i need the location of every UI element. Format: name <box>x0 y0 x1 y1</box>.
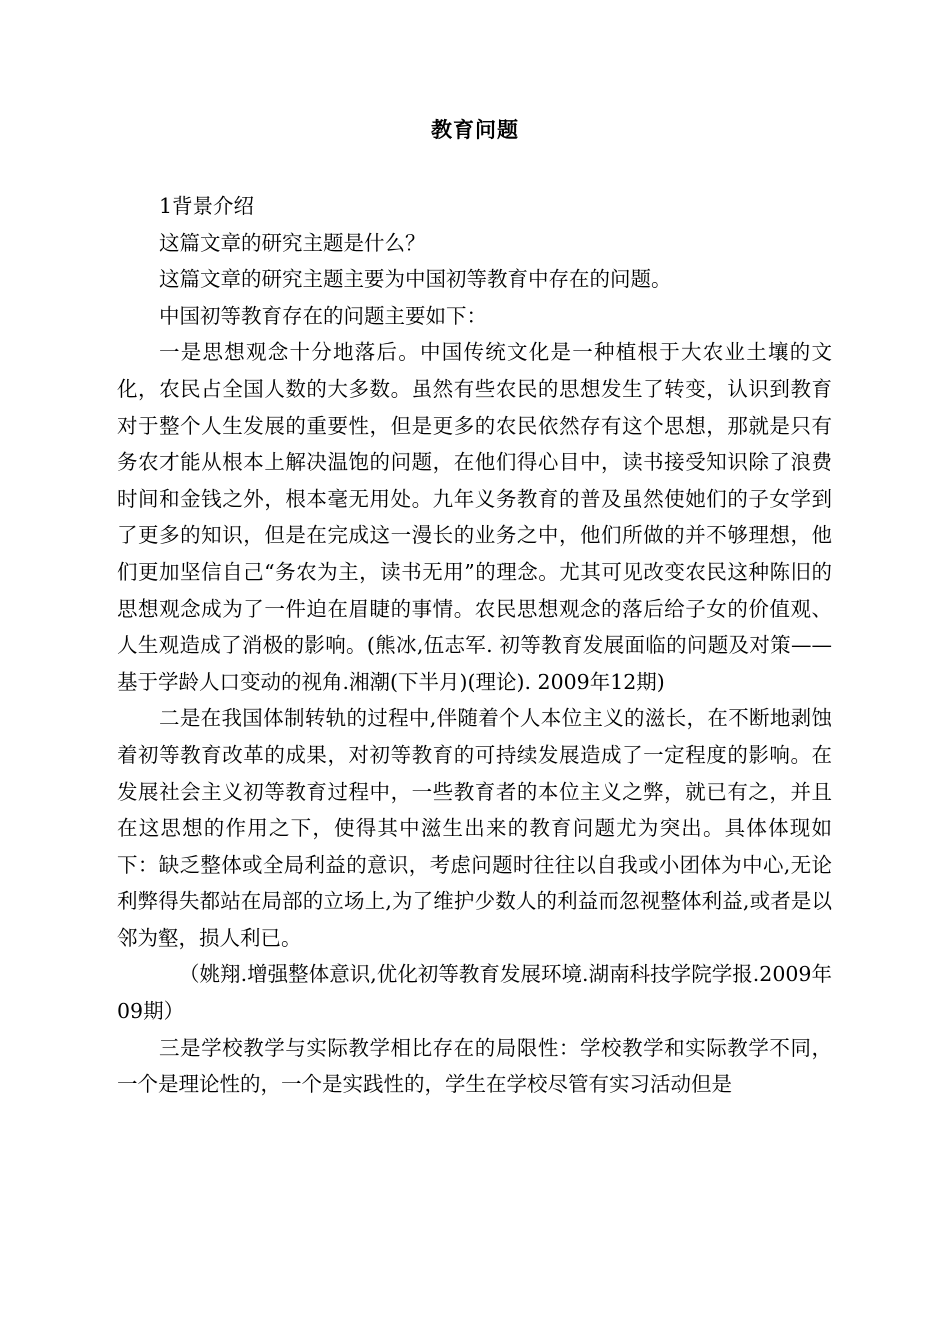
point-one-paragraph: 一是思想观念十分地落后。中国传统文化是一种植根于大农业土壤的文化，农民占全国人数的大多数。虽然有些农民的思想发生了转变，认识到教育对于整个人生发展的重要性，但是更多的农民依然存有这个思想，那就是只有务农才能从根本上解决温饱的问题，在他们得心目中，读书接受知识除了浪费时间和金钱之外，根本毫无用处。九年义务教育的普及虽然使她们的子女学到了更多的知识，但是在完成这一漫长的业务之中，他们所做的并不够理想，他们更加坚信自己“务农为主，读书无用”的理念。尤其可见改变农民这种陈旧的思想观念成为了一件迫在眉睫的事情。农民思想观念的落后给子女的价值观、人生观造成了消极的影响。(熊冰,伍志军. 初等教育发展面临的问题及对策——基于学龄人口变动的视角.湘潮(下半月)(理论). 2009年12期) <box>117 340 832 694</box>
point-three-paragraph: 三是学校教学与实际教学相比存在的局限性：学校教学和实际教学不同，一个是理论性的，一个是实践性的，学生在学校尽管有实习活动但是 <box>117 1035 832 1097</box>
intro-paragraph: 中国初等教育存在的问题主要如下： <box>159 303 487 328</box>
citation-paragraph: （姚翔.增强整体意识,优化初等教育发展环境.湖南科技学院学报.2009年09期） <box>117 962 832 1024</box>
answer-paragraph: 这篇文章的研究主题主要为中国初等教育中存在的问题。 <box>159 267 672 292</box>
document-body <box>117 188 832 1103</box>
document-title: 教育问题 <box>431 118 519 142</box>
section-heading: 1背景介绍 <box>159 194 255 218</box>
question-paragraph: 这篇文章的研究主题是什么？ <box>159 230 426 255</box>
point-two-paragraph: 二是在我国体制转轨的过程中,伴随着个人本位主义的滋长，在不断地剥蚀着初等教育改革的成果，对初等教育的可持续发展造成了一定程度的影响。在发展社会主义初等教育过程中，一些教育者的本位主义之弊，就已有之，并且在这思想的作用之下，使得其中滋生出来的教育问题尤为突出。具体体现如下：缺乏整体或全局利益的意识，考虑问题时往往以自我或小团体为中心,无论利弊得失都站在局部的立场上,为了维护少数人的利益而忽视整体利益,或者是以邻为壑，损人利已。 <box>117 706 832 950</box>
